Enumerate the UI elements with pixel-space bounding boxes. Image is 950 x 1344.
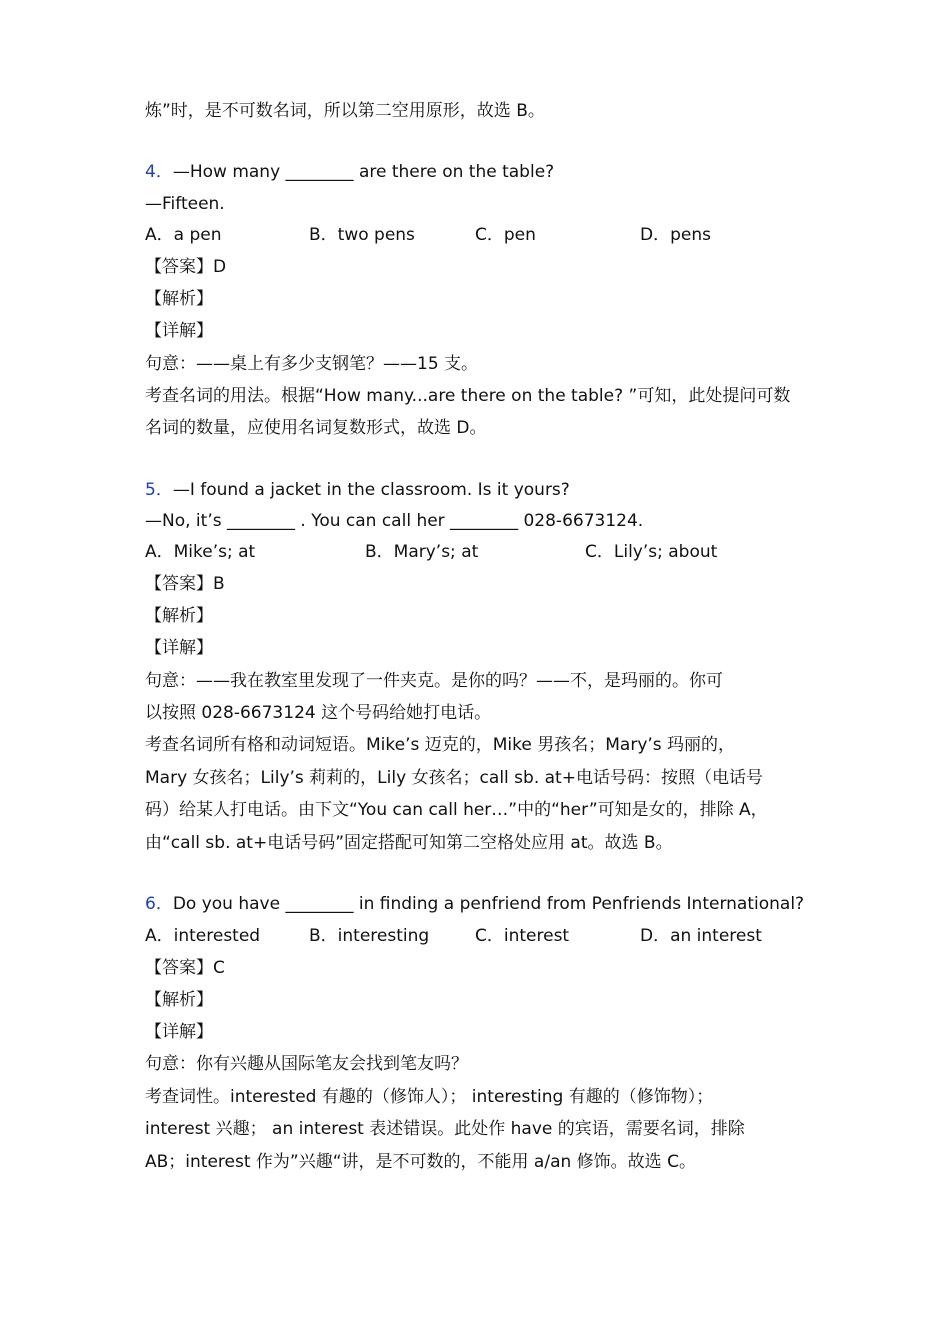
question-text: —I found a jacket in the classroom. Is it yours? bbox=[172, 480, 570, 500]
question-6-options bbox=[145, 924, 845, 948]
explanation-line: 考查名词所有格和动词短语。Mike’s 迈克的，Mike 男孩名；Mary’s 玛丽的， bbox=[145, 735, 736, 755]
intro-tail-text: 炼”时，是不可数名词，所以第二空用原形，故选 B。 bbox=[145, 101, 545, 121]
detail-label: 【详解】 bbox=[145, 638, 213, 658]
question-6-stem bbox=[145, 892, 804, 916]
analysis-label: 【解析】 bbox=[145, 289, 213, 309]
question-text: Do you have ________ in finding a penfriend from Penfriends International? bbox=[172, 894, 805, 914]
question-text: —How many ________ are there on the table? bbox=[172, 162, 555, 182]
detail-label: 【详解】 bbox=[145, 321, 213, 341]
explanation-line: AB；interest 作为”兴趣“讲，是不可数的，不能用 a/an 修饰。故选 C。 bbox=[145, 1152, 696, 1172]
explanation-line: Mary 女孩名；Lily’s 莉莉的，Lily 女孩名；call sb. at+电话号码：按照（电话号 bbox=[145, 768, 763, 788]
answer-label: 【答案】D bbox=[145, 257, 227, 277]
question-4-stem bbox=[145, 160, 554, 184]
option-a: A．a pen bbox=[145, 225, 222, 245]
option-d: D．pens bbox=[640, 225, 711, 245]
question-4-options bbox=[145, 223, 845, 247]
explanation-line: 码）给某人打电话。由下文“You can call her…”中的“her”可知是女的，排除 A， bbox=[145, 800, 768, 820]
explanation-line: 句意：——桌上有多少支钢笔？——15 支。 bbox=[145, 354, 479, 374]
option-a: A．Mike’s; at bbox=[145, 542, 256, 562]
question-5-options bbox=[145, 540, 845, 564]
answer-label: 【答案】C bbox=[145, 958, 225, 978]
analysis-label: 【解析】 bbox=[145, 606, 213, 626]
question-5-reply: —No, it’s ________ . You can call her ________ 028-6673124. bbox=[145, 511, 644, 531]
question-number: 4． bbox=[145, 162, 173, 182]
explanation-line: 考查词性。interested 有趣的（修饰人）； interesting 有趣的（修饰物）； bbox=[145, 1087, 714, 1107]
option-b: B．Mary’s; at bbox=[365, 542, 479, 562]
option-d: D．an interest bbox=[640, 926, 762, 946]
explanation-line: 由“call sb. at+电话号码”固定搭配可知第二空格处应用 at。故选 B。 bbox=[145, 833, 673, 853]
explanation-line: 以按照 028-6673124 这个号码给她打电话。 bbox=[145, 703, 492, 723]
option-c: C．interest bbox=[475, 926, 570, 946]
answer-label: 【答案】B bbox=[145, 574, 225, 594]
question-5-stem bbox=[145, 478, 570, 502]
detail-label: 【详解】 bbox=[145, 1022, 213, 1042]
explanation-line: 考查名词的用法。根据“How many...are there on the table? ”可知，此处提问可数 bbox=[145, 386, 791, 406]
explanation-line: 名词的数量，应使用名词复数形式，故选 D。 bbox=[145, 418, 487, 438]
question-number: 5． bbox=[145, 480, 173, 500]
analysis-label: 【解析】 bbox=[145, 990, 213, 1010]
explanation-line: 句意：——我在教室里发现了一件夹克。是你的吗？——不，是玛丽的。你可 bbox=[145, 671, 723, 691]
explanation-line: 句意：你有兴趣从国际笔友会找到笔友吗？ bbox=[145, 1054, 468, 1074]
option-c: C．pen bbox=[475, 225, 536, 245]
option-b: B．interesting bbox=[309, 926, 430, 946]
option-b: B．two pens bbox=[309, 225, 415, 245]
question-number: 6． bbox=[145, 894, 173, 914]
question-4-reply: —Fifteen. bbox=[145, 194, 225, 214]
option-c: C．Lily’s; about bbox=[585, 542, 718, 562]
option-a: A．interested bbox=[145, 926, 261, 946]
explanation-line: interest 兴趣； an interest 表述错误。此处作 have 的宾语，需要名词，排除 bbox=[145, 1119, 745, 1139]
